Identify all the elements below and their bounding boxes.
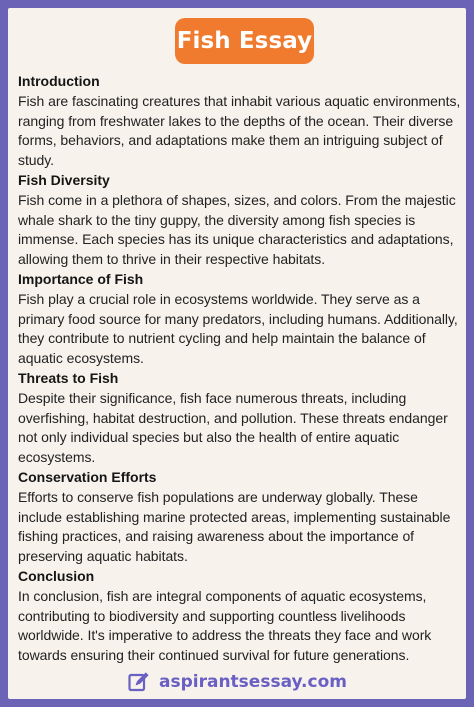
page-title: Fish Essay bbox=[176, 28, 313, 54]
section-body: In conclusion, fish are integral components of aquatic ecosystems, contributing to biodiversity and supporting countless livelihoods worldwide. It's imperative to address the threats they face and work towards ensuring their continued survival for future generations. bbox=[18, 587, 432, 664]
section-heading: Conservation Efforts bbox=[18, 468, 157, 485]
section-body: Efforts to conserve fish populations are underway globally. These include establishing marine protected areas, implementing sustainable fishing practices, and raising awareness about the importance of preserving aquatic habitats. bbox=[18, 488, 451, 565]
section-conclusion bbox=[18, 567, 462, 666]
section-heading: Importance of Fish bbox=[18, 270, 144, 287]
section-threats-to-fish bbox=[18, 369, 462, 468]
edit-icon bbox=[127, 670, 151, 694]
section-importance-of-fish bbox=[18, 270, 462, 369]
section-fish-diversity bbox=[18, 171, 462, 270]
section-heading: Introduction bbox=[18, 73, 100, 89]
section-heading: Fish Diversity bbox=[18, 171, 110, 188]
section-introduction bbox=[18, 72, 462, 171]
footer-brand bbox=[0, 668, 474, 696]
section-body: Fish are fascinating creatures that inhabit various aquatic environments, ranging from freshwater lakes to the depths of the ocean. Their diverse forms, behaviors, and adaptations make them an intriguing subject of study. bbox=[18, 92, 461, 169]
section-heading: Conclusion bbox=[18, 567, 95, 584]
section-conservation-efforts bbox=[18, 468, 462, 567]
section-body: Fish play a crucial role in ecosystems worldwide. They serve as a primary food source for many predators, including humans. Additionally, they contribute to nutrient cycling and help maintain the balance of aquatic ecosystems. bbox=[18, 290, 458, 367]
essay-content bbox=[18, 72, 462, 666]
section-heading: Threats to Fish bbox=[18, 369, 119, 386]
footer-site-link[interactable]: aspirantsessay.com bbox=[159, 671, 347, 692]
section-body: Fish come in a plethora of shapes, sizes, and colors. From the majestic whale shark to the tiny guppy, the diversity among fish species is immense. Each species has its unique characteristics and adaptations, allowing them to thrive in their respective habitats. bbox=[18, 191, 456, 268]
section-body: Despite their significance, fish face numerous threats, including overfishing, habitat destruction, and pollution. These threats endanger not only individual species but also the health of entire aquatic ecosystems. bbox=[18, 389, 448, 466]
essay-card bbox=[8, 8, 466, 699]
title-pill bbox=[175, 18, 314, 64]
